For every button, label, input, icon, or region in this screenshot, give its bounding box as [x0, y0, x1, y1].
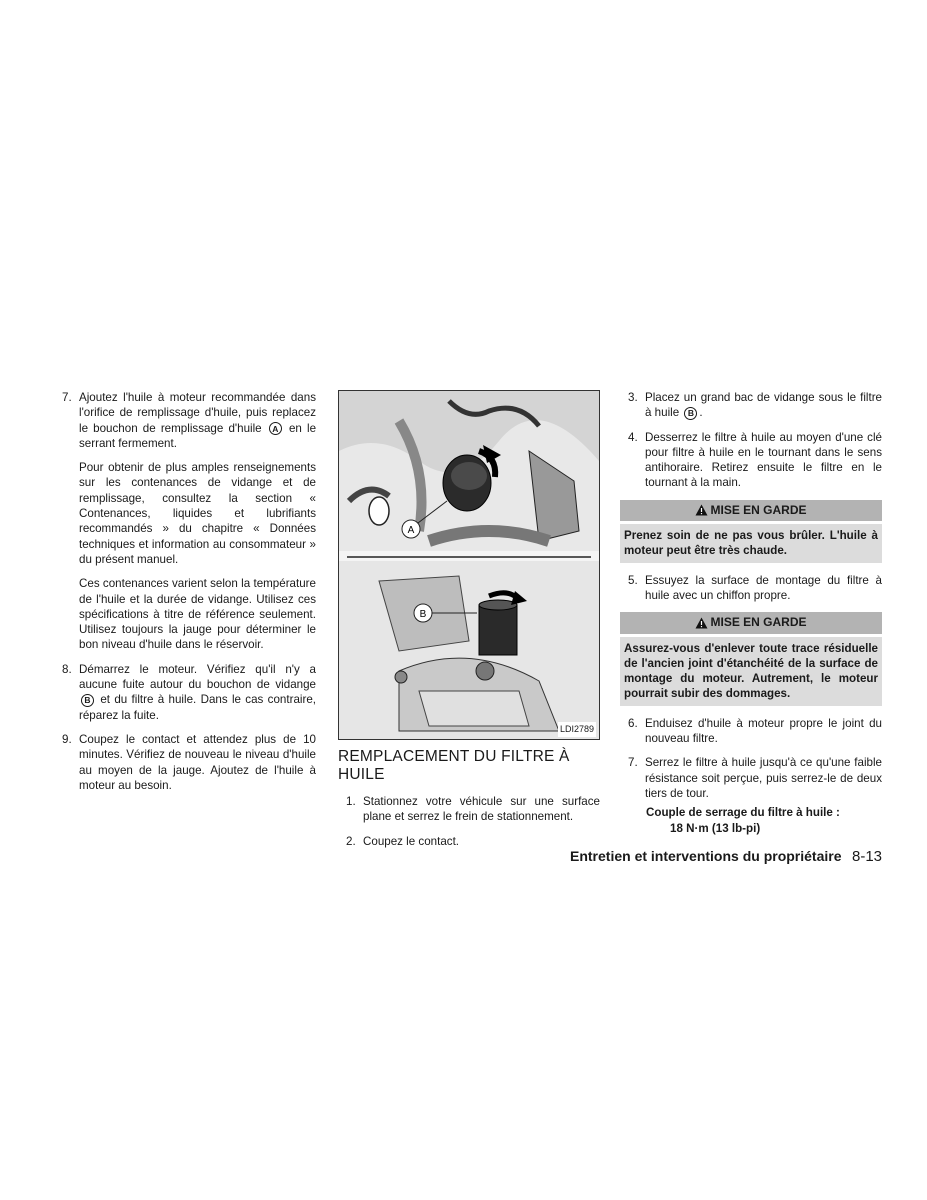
- step-3-item: [628, 390, 882, 421]
- step-text: en le serrant fermement.: [79, 421, 317, 450]
- caution-title: MISE EN GARDE: [710, 615, 807, 630]
- torque-label: Couple de serrage du filtre à huile :: [646, 806, 840, 820]
- step-number: 3.: [628, 391, 638, 404]
- step-number: 7.: [62, 391, 72, 404]
- caution-body: Prenez soin de ne pas vous brûler. L'huile à moteur peut être très chaude.: [620, 524, 882, 563]
- step-text: Essuyez la surface de montage du filtre à huile avec un chiffon propre.: [645, 573, 882, 602]
- step-text: Ajoutez l'huile à moteur recommandée dans l'orifice de remplissage d'huile, puis replacez le bouchon de remplissage d'huile: [79, 391, 316, 435]
- figure-label-a: A: [407, 525, 415, 536]
- step-7-item: [62, 390, 316, 451]
- step-text: Placez un grand bac de vidange sous le filtre à huile: [645, 391, 882, 420]
- warning-icon: [695, 504, 708, 516]
- caution-title: MISE EN GARDE: [710, 502, 807, 517]
- step-4-item: [628, 430, 882, 491]
- callout-b-icon: B: [81, 694, 94, 707]
- callout-b-icon: B: [684, 407, 697, 420]
- step-text: Serrez le filtre à huile jusqu'à ce qu'une faible résistance soit perçue, puis serrez-le de deux tiers de tour.: [645, 756, 882, 800]
- capacity-paragraph: Pour obtenir de plus amples renseignements sur les contenances de vidange et de remplissage, consultez la section « Contenances, liquides et lubrifiants recommandés » du chapitre « Données techniques et information au consommateur » du présent manuel.: [79, 461, 316, 566]
- step-number: 4.: [628, 430, 638, 444]
- right-column: [620, 390, 882, 836]
- torque-value: 18 N·m (13 lb-pi): [670, 821, 761, 835]
- middle-column: [338, 390, 600, 858]
- step-8-item: [62, 662, 316, 723]
- step-text: Enduisez d'huile à moteur propre le joint du nouveau filtre.: [645, 716, 882, 746]
- step-1-item: [346, 794, 600, 825]
- caution-box: [620, 612, 882, 705]
- step-number: 5.: [628, 573, 638, 587]
- step-6-item: [628, 716, 882, 747]
- step-text: Stationnez votre véhicule sur une surface plane et serrez le frein de stationnement.: [363, 795, 600, 824]
- step-7-item: [628, 755, 882, 801]
- footer-title: Entretien et interventions du propriétaire: [570, 848, 842, 864]
- step-number: 8.: [62, 662, 72, 676]
- caution-box: [620, 500, 882, 563]
- step-text: et du filtre à huile. Dans le cas contraire, réparez la fuite.: [79, 693, 316, 722]
- page-number: 8-13: [852, 848, 883, 865]
- capacity-note-paragraph: Ces contenances varient selon la température de l'huile et la durée de vidange. Utilisez ces spécifications à titre de référence seulement. Utilisez toujours la jauge pour déterminer le bon niveau d'huile dans le réservoir.: [79, 577, 316, 652]
- step-9-item: [62, 732, 316, 793]
- section-heading: REMPLACEMENT DU FILTRE À HUILE: [338, 748, 570, 783]
- step-number: 7.: [628, 756, 638, 770]
- step-text: Coupez le contact et attendez plus de 10 minutes. Vérifiez de nouveau le niveau d'huile au moyen de la jauge. Ajoutez de l'huile à moteur au besoin.: [79, 732, 316, 792]
- figure-code: LDI2789: [558, 722, 596, 737]
- step-text: Démarrez le moteur. Vérifiez qu'il n'y a aucune fuite autour du bouchon de vidange: [79, 662, 316, 692]
- engine-drawing: [339, 391, 599, 739]
- step-text: Coupez le contact.: [363, 834, 460, 848]
- step-number: 6.: [628, 716, 638, 730]
- caution-body: Assurez-vous d'enlever toute trace résiduelle de l'ancien joint d'étanchéité de la surface de montage du moteur. Autrement, le moteur pourrait subir des dommages.: [620, 637, 882, 706]
- callout-a-icon: A: [269, 422, 282, 435]
- step-2-item: [346, 834, 600, 849]
- figure-label-b: B: [419, 609, 427, 620]
- engine-illustration: [338, 390, 600, 740]
- warning-icon: [695, 617, 708, 629]
- step-number: 9.: [62, 732, 72, 746]
- step-text: .: [699, 406, 703, 420]
- step-5-item: [628, 573, 882, 604]
- left-column: [62, 390, 316, 802]
- step-number: 2.: [346, 834, 356, 848]
- step-number: 1.: [346, 795, 356, 808]
- step-text: Desserrez le filtre à huile au moyen d'une clé pour filtre à huile en le tournant dans le sens antihoraire. Retirez ensuite le filtre en le tournant à la main.: [645, 430, 882, 490]
